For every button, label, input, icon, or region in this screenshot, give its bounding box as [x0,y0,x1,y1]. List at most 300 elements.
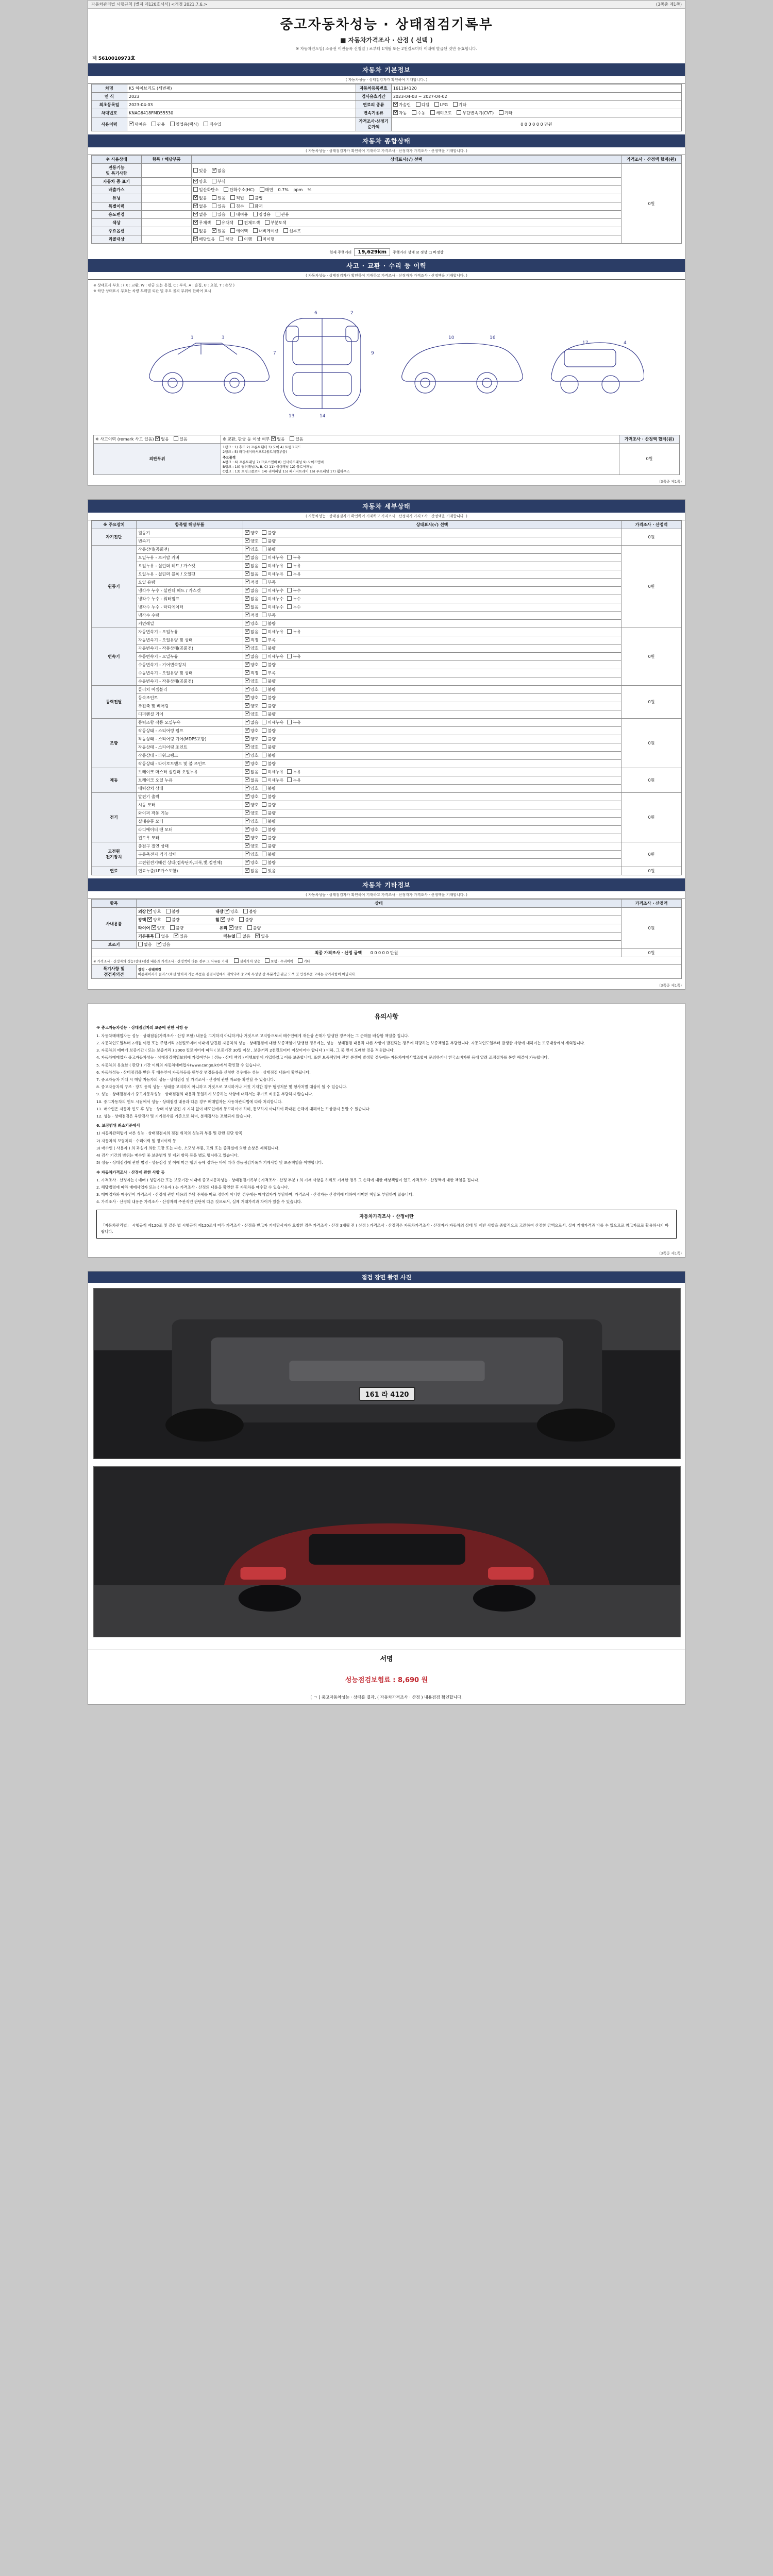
opt-color-partial-paint[interactable]: 부분도색 [265,220,287,226]
opt-manual-none[interactable]: 없음 [237,934,250,939]
table-header-row [92,156,682,164]
table-row [92,211,682,219]
detail-opt-2-6-0[interactable]: 양호 [245,679,258,684]
accident-summary-table [93,435,680,475]
detail-opt-5-0-0[interactable]: 없음 [245,769,258,775]
detail-opt-0-0-0[interactable]: 양호 [245,530,258,536]
detail-opt-4-3-0[interactable]: 양호 [245,744,258,750]
detail-opt-7-1-1[interactable]: 불량 [262,852,275,857]
opt-color-chromatic[interactable]: 유채색 [216,220,233,226]
signature-footer: [ ㄱ ] 중고자동차성능 · 상태를 결과, ( 자동차가격조사 · 산정 ) 내용검검 확인합니다. [310,1694,463,1700]
detail-opt-6-5-0[interactable]: 양호 [245,835,258,841]
opt-wheel-ok[interactable]: 양호 [221,917,234,923]
fuel-option-lpg[interactable]: LPG [434,102,448,107]
detail-opt-2-5-0[interactable]: 적정 [245,670,258,676]
detail-opt-4-3-1[interactable]: 불량 [262,744,275,750]
opt-options-airbag[interactable]: 에어백 [230,228,248,234]
label-transmission: 변속기종류 [356,109,391,117]
other-row-tire [137,924,621,932]
odometer-block [91,246,682,256]
detail-opt-1-6-2[interactable]: 누수 [287,596,300,602]
opt-usechange-yes[interactable]: 있음 [212,212,225,217]
detail-opt-4-5-1[interactable]: 불량 [262,761,275,767]
detail-opt-1-3-0[interactable]: 없음 [245,571,258,577]
opt-recall-yes[interactable]: 해당 [220,236,233,242]
opt-polish-ok[interactable]: 양호 [147,917,161,923]
notice-item2-3: 4. 가격조사 · 산정의 내용은 가격조사 · 산정자의 주관적인 판단에 따른 것으로서, 실제 거래가격과 차이가 있을 수 있습니다. [96,1199,303,1205]
detail-opt-4-1-0[interactable]: 양호 [245,728,258,734]
detail-opt-5-1-0[interactable]: 없음 [245,777,258,783]
final-price-value: 0 0 0 0 0 만원 [370,950,398,955]
opt-emission-hc[interactable]: 탄화수소(HC) [224,187,255,193]
notice-h3: ※ 자동차가격조사 · 산정에 관한 사항 등 [96,1170,165,1175]
usage-option-gov[interactable]: 관용 [152,122,165,127]
notice-item2-2: 3. 매매업자와 매수인이 가격조사 · 산정에 관한 비용의 부담 주체를 따로 정하지 아니한 경우에는 매매업자가 부담하며, 가격조사 · 산정자는 산정액에 대하여 어떠한 책임도 부담하지 않습니다. [96,1192,414,1197]
detail-opt-4-2-0[interactable]: 양호 [245,736,258,742]
detail-state [243,809,621,817]
detail-opt-6-0-0[interactable]: 양호 [245,794,258,800]
detail-state [243,867,621,875]
opt-key-none[interactable]: 없음 [138,942,152,947]
table-row [92,562,682,570]
row-part-blank [142,227,192,235]
detail-opt-6-4-0[interactable]: 양호 [245,827,258,833]
opt-special-none[interactable]: 없음 [193,204,207,209]
detail-opt-6-3-1[interactable]: 불량 [262,819,275,824]
table-row [92,784,682,792]
detail-opt-3-0-0[interactable]: 양호 [245,687,258,692]
detail-part: 자동변속기 - 오일유량 및 상태 [137,636,243,644]
table-row [92,751,682,759]
opt-color-full-paint[interactable]: 전체도색 [238,220,260,226]
detail-opt-7-1-0[interactable]: 양호 [245,852,258,857]
col-detail-price: 가격조사 · 산정액 [621,520,682,529]
opt-manual-yes[interactable]: 있음 [255,934,268,939]
other-label-manual: 매뉴얼 [223,934,236,939]
table-row [92,636,682,644]
opt-recall-not-done[interactable]: 미이행 [257,236,275,242]
opt-motor-yes[interactable]: 있음 [193,168,207,174]
detail-opt-1-1-0[interactable]: 없음 [245,555,258,561]
opt-tuning-none[interactable]: 없음 [193,195,207,201]
opt-options-yes[interactable]: 있음 [212,228,225,234]
overall-price-total: 0원 [621,164,682,244]
opt-tuning-yes[interactable]: 있음 [212,195,225,201]
opt-motor-no[interactable]: 없음 [212,168,225,174]
opt-accident-none[interactable]: 없음 [155,436,169,442]
detail-opt-4-0-2[interactable]: 누유 [287,720,300,725]
detail-opt-2-4-0[interactable]: 양호 [245,662,258,668]
table-row [92,964,682,978]
detail-state [243,759,621,768]
car-diagram-svg [129,298,644,427]
opt-glass-ok[interactable]: 양호 [229,925,242,931]
opt-reason-etc[interactable] [298,958,310,963]
emission-unit-pct: 0.7% [278,188,289,193]
detail-opt-3-2-1[interactable]: 불량 [262,703,275,709]
opt-glass-bad[interactable]: 불량 [247,925,261,931]
opt-emission-co[interactable]: 일산화탄소 [193,187,219,193]
detail-opt-6-4-1[interactable]: 불량 [262,827,275,833]
detail-price-2: 0원 [621,628,682,685]
usage-option-import[interactable]: 직수입 [204,122,221,127]
table-row [92,595,682,603]
transmission-option-manual[interactable]: 수동 [412,110,425,116]
detail-price-4: 0원 [621,718,682,768]
section-accident-title: 사고 · 교환 · 수리 등 이력 [88,259,685,272]
price-definition-box [96,1210,677,1239]
opt-tire-bad[interactable]: 불량 [170,925,183,931]
table-row [92,202,682,211]
fee-block [88,1666,685,1692]
opt-tuning-illegal[interactable]: 불법 [249,195,262,201]
detail-part: 구동축전지 격리 상태 [137,850,243,858]
other-label-interior: 내장 [215,909,224,914]
detail-part: 동력조향 작동 오일누유 [137,718,243,726]
opt-usechange-biz[interactable]: 영업용 [253,212,271,217]
other-row-basic [137,932,621,940]
detail-opt-1-5-2[interactable]: 누수 [287,588,300,594]
detail-opt-1-3-2[interactable]: 누유 [287,571,300,577]
table-row [92,660,682,669]
opt-special-fire[interactable]: 화재 [249,204,262,209]
table-header-row [92,520,682,529]
opt-emission-smoke[interactable]: 매연 [260,187,273,193]
opt-options-sunroof[interactable]: 선루프 [283,228,301,234]
label-usage: 사용이력 [92,117,127,131]
odometer-value: 19,629km [354,248,390,256]
detail-state [243,603,621,611]
detail-opt-4-0-0[interactable]: 없음 [245,720,258,725]
detail-state [243,801,621,809]
opt-tuning-legal[interactable]: 적법 [230,195,244,201]
detail-part: 디퍼렌셜 기어 [137,710,243,718]
detail-opt-1-8-1[interactable]: 부족 [262,613,275,618]
notice-subitem-2: 3) 매수인 ( 사용자 ) 의 과실에 의한 고장 또는 파손, 소모성 부품, 고의 또는 중과실에 의한 손상은 제외됩니다. [96,1145,280,1150]
opt-reason-insurance[interactable] [265,958,293,963]
parts-left-title: 외판부위 [94,443,221,474]
detail-opt-3-2-0[interactable]: 양호 [245,703,258,709]
svg-text:7: 7 [273,350,276,356]
table-row [92,842,682,850]
opt-wheel-bad[interactable]: 불량 [239,917,253,923]
notice-item-11: 12. 성능 · 상태점검은 육안검사 및 기기검사를 기준으로 하며, 분해검사는 포함되지 않습니다. [96,1114,252,1119]
detail-opt-0-1-1[interactable]: 불량 [262,538,275,544]
transmission-option-semi[interactable]: 세미오토 [430,110,452,116]
notice-item-2: 3. 자동차의 매매에 보증기간 ( 또는 보증거리 ) 2000 킬로미터에 따라 ( 보증기간 30일 이상 , 보증거리 2천킬로미터 이상이어야 합니다 ) 이하, 그 중 먼저 도래한 것을 적용합니다. [96,1048,395,1053]
transmission-option-auto[interactable]: 자동 [393,110,407,116]
detail-opt-1-2-2[interactable]: 누유 [287,563,300,569]
svg-text:1: 1 [191,335,194,341]
detail-opt-1-1-1[interactable]: 미세누유 [262,555,283,561]
col-other-state: 상태 [137,899,621,907]
row-state-options [192,227,621,235]
table-row [92,693,682,702]
notice-title: 유의사항 [374,1012,399,1020]
detail-group-1: 원동기 [92,545,137,628]
opt-special-flood[interactable]: 침수 [230,204,244,209]
section-overall-title: 자동차 종합상태 [88,134,685,147]
fuel-option-gasoline[interactable]: 가솔린 [393,102,411,108]
detail-opt-7-2-0[interactable]: 양호 [245,860,258,866]
row-state-recall [192,235,621,244]
detail-opt-1-2-0[interactable]: 없음 [245,563,258,569]
detail-opt-5-1-1[interactable]: 미세누유 [262,777,283,783]
notice-item-7: 8. 중고자동차의 구조 · 장치 등의 성능 · 상태를 고지하지 아니하고 거짓으로 고지하거나 거짓 기재한 경우 행정처분 및 형사처벌 대상이 될 수 있습니다. [96,1084,348,1090]
opt-usechange-gov[interactable]: 관용 [276,212,289,217]
detail-opt-0-0-1[interactable]: 불량 [262,530,275,536]
detail-opt-1-0-1[interactable]: 불량 [262,547,275,552]
detail-opt-5-1-2[interactable]: 누유 [287,777,300,783]
detail-opt-2-0-2[interactable]: 누유 [287,629,300,635]
detail-opt-1-9-1[interactable]: 불량 [262,621,275,626]
detail-opt-5-0-2[interactable]: 누유 [287,769,300,775]
parts-left-1: 1랭크 : 1) 후드 2) 프론트휀더 3) 도어 4) 트렁크리드 [223,445,301,449]
table-row [92,850,682,858]
detail-opt-6-1-1[interactable]: 불량 [262,802,275,808]
photo-section-title: 점검 장면 촬영 사진 [88,1272,685,1283]
notice-h2-label: 6. 보장범위 최소기준에서 [96,1123,140,1128]
opt-special-yes[interactable]: 있음 [212,204,225,209]
opt-options-nav[interactable]: 내비게이션 [253,228,279,234]
photo-rear[interactable] [93,1466,681,1637]
detail-opt-4-4-0[interactable]: 양호 [245,753,258,758]
opt-exterior-bad[interactable]: 불량 [166,909,179,914]
form-reference: 자동차관리법 시행규칙 [별지 제120호서식] <개정 2021.7.6.> [91,2,207,7]
detail-opt-2-0-0[interactable]: 없음 [245,629,258,635]
table-row [92,194,682,202]
fuel-option-diesel[interactable]: 디젤 [416,102,429,108]
row-part-blank [142,164,192,178]
opt-basic-none[interactable]: 없음 [155,934,169,939]
opt-accident-yes[interactable]: 있음 [174,436,187,442]
detail-opt-2-5-1[interactable]: 부족 [262,670,275,676]
detail-opt-2-6-1[interactable]: 불량 [262,679,275,684]
detail-opt-1-1-2[interactable]: 누유 [287,555,300,561]
detail-opt-5-2-0[interactable]: 양호 [245,786,258,791]
table-row [94,435,680,443]
detail-opt-6-0-1[interactable]: 불량 [262,794,275,800]
detail-opt-8-0-1[interactable]: 있음 [262,868,275,874]
detail-state [243,776,621,784]
opt-recall-na[interactable]: 해당없음 [193,236,215,242]
table-row [92,537,682,545]
detail-state [243,677,621,685]
sheet3-footer: (3쪽중 제1쪽) [659,1251,682,1256]
detail-state [243,693,621,702]
detail-opt-1-7-1[interactable]: 미세누수 [262,604,283,610]
detail-opt-1-6-0[interactable]: 없음 [245,596,258,602]
opt-options-none[interactable]: 없음 [193,228,207,234]
row-state-usage-change [192,211,621,219]
section-overall-note: ( 자동차성능 · 상태점검자가 확인하여 기재하고 가격조사 · 산정자가 가격조사 · 산정액을 기재합니다. ) [88,147,685,155]
opt-polish-bad[interactable]: 불량 [166,917,179,923]
col-other-price: 가격조사 · 산정액 [621,899,682,907]
detail-opt-8-0-0[interactable]: 없음 [245,868,258,874]
opt-reason-value-up-label: 실제가치 상승 [240,959,261,963]
svg-text:13: 13 [289,413,295,419]
detail-opt-2-2-0[interactable]: 양호 [245,646,258,651]
table-row [92,164,682,178]
detail-opt-3-3-1[interactable]: 불량 [262,711,275,717]
detail-opt-2-3-2[interactable]: 누유 [287,654,300,659]
col-price-total: 가격조사 · 산정액 합계(원) [621,156,682,164]
detail-state [243,825,621,834]
opt-vinmark-corrosion[interactable]: 부식 [212,179,225,184]
col-usage-state: ※ 사용상태 [92,156,142,164]
detail-opt-1-8-0[interactable]: 적정 [245,613,258,618]
basic-info-table [91,84,682,131]
detail-opt-7-0-0[interactable]: 양호 [245,843,258,849]
opt-interior-bad[interactable]: 불량 [243,909,257,914]
page-indicator: (3쪽중 제1쪽) [656,2,682,7]
accident-legend-1: ※ 상태표시 부호 : ( X : 교환, W : 판금 또는 용접, C : 부식, A : 흠집, U : 요철, T : 손상 ) [93,283,235,288]
detail-part: 자동변속기 - 작동상태(공회전) [137,644,243,652]
detail-state [243,595,621,603]
detail-opt-1-3-1[interactable]: 미세누유 [262,571,283,577]
usage-option-rental[interactable]: 대여용 [129,122,146,127]
detail-part: 작동상태 - 스티어링 조인트 [137,743,243,751]
photo-underbody[interactable] [93,1288,681,1459]
detail-opt-6-3-0[interactable]: 양호 [245,819,258,824]
detail-opt-2-1-1[interactable]: 부족 [262,637,275,643]
opt-interior-ok[interactable]: 양호 [225,909,238,914]
notice-item2-0: 1. 가격조사 · 산정자는 ( 매매 ) 성립기간 또는 보증기간 이내에 중고자동차성능 · 상태점검기록부 ( 가격조사 · 산정 부분 ) 의 기재 사항을 허위로 기재한 경우 그 손해에 대한 배상책임이 있고 가격조사 · 산정액에 대한 책임을 집니다. [96,1177,480,1182]
other-label-polish: 광택 [138,917,146,922]
detail-opt-2-4-1[interactable]: 불량 [262,662,275,668]
detail-opt-1-4-1[interactable]: 부족 [262,580,275,585]
detail-opt-2-1-0[interactable]: 적정 [245,637,258,643]
table-row [92,603,682,611]
detail-opt-3-0-1[interactable]: 불량 [262,687,275,692]
table-row [92,702,682,710]
detail-opt-4-2-1[interactable]: 불량 [262,736,275,742]
detail-state [243,842,621,850]
detail-opt-1-5-0[interactable]: 없음 [245,588,258,594]
row-state-emission [192,186,621,194]
opt-simple-none[interactable]: 없음 [271,436,284,442]
svg-text:9: 9 [371,350,374,356]
usage-option-taxi[interactable]: 영업용(택시) [170,122,199,127]
detail-state [243,562,621,570]
notice-sub-list [96,1130,677,1166]
detail-opt-1-5-1[interactable]: 미세누수 [262,588,283,594]
detail-state [243,669,621,677]
other-label-wheel: 휠 [215,917,220,922]
detail-opt-3-3-0[interactable]: 양호 [245,711,258,717]
detail-opt-1-0-0[interactable]: 양호 [245,547,258,552]
table-row [94,443,680,474]
detail-opt-4-5-0[interactable]: 양호 [245,761,258,767]
detail-state [243,537,621,545]
detail-opt-0-1-0[interactable]: 양호 [245,538,258,544]
opt-key-yes[interactable]: 있음 [157,942,170,947]
detail-state [243,628,621,636]
opt-tire-ok[interactable]: 양호 [152,925,165,931]
detail-opt-2-3-1[interactable]: 미세누유 [262,654,283,659]
section-other-note: ( 자동차성능 · 상태점검자가 확인하여 기재하고 가격조사 · 산정자가 가격조사 · 산정액을 기재합니다. ) [88,891,685,899]
table-row [92,776,682,784]
other-label-basic: 기본품목 [138,934,154,939]
opt-vinmark-ok[interactable]: 양호 [193,179,207,184]
detail-price-6: 0원 [621,792,682,842]
detail-opt-6-2-0[interactable]: 양호 [245,810,258,816]
svg-text:6: 6 [314,310,317,316]
detail-price-3: 0원 [621,685,682,718]
detail-opt-1-2-1[interactable]: 미세누유 [262,563,283,569]
detail-group-2: 변속기 [92,628,137,685]
detail-part: 수동변속기 - 기어변속장치 [137,660,243,669]
detail-opt-7-2-1[interactable]: 불량 [262,860,275,866]
detail-part: 냉각수 누수 - 워터펌프 [137,595,243,603]
fuel-option-etc[interactable]: 기타 [453,102,466,108]
opt-reason-value-up[interactable] [234,958,260,963]
detail-opt-6-2-1[interactable]: 불량 [262,810,275,816]
detail-group-6: 전기 [92,792,137,842]
detail-opt-1-7-2[interactable]: 누수 [287,604,300,610]
opt-exterior-ok[interactable]: 양호 [147,909,161,914]
opt-usechange-rental[interactable]: 대여용 [230,212,248,217]
other-label-glass: 유리 [219,925,228,930]
detail-group-7: 고전원 전기장치 [92,842,137,867]
detail-part: 와이퍼 작동 기능 [137,809,243,817]
detail-opt-4-1-1[interactable]: 불량 [262,728,275,734]
transmission-option-etc[interactable]: 기타 [499,110,512,116]
detail-opt-1-4-0[interactable]: 적정 [245,580,258,585]
detail-opt-4-4-1[interactable]: 불량 [262,753,275,758]
detail-opt-1-6-1[interactable]: 미세누수 [262,596,283,602]
notice-item-1: 2. 자동차인도일부터 2개월 이전 또는 주행거리 2천킬로미터 이내에 발견된 자동차의 성능 · 상태점검에 대한 보증책임이 발생한 경우에는, 성능 · 상태점검 내용과 다른 사항이 발견되는 경우에 해당하는 보증책임을 부담합니다. 자동차인도일부터 발생한 사항에 대하여는 보증대상에서 제외됩니다. [96,1040,585,1045]
table-row [92,529,682,537]
opt-reason-insurance-label: 보험 · 수리이력 [271,959,294,963]
detail-opt-3-1-0[interactable]: 양호 [245,695,258,701]
detail-state [243,636,621,644]
opt-simple-yes[interactable]: 있음 [290,436,303,442]
value-year: 2023 [127,93,356,101]
detail-opt-2-3-0[interactable]: 없음 [245,654,258,659]
section-accident-note: ( 자동차성능 · 상태점검자가 확인하여 기재하고 가격조사 · 산정자가 가격조사 · 산정액을 기재합니다. ) [88,272,685,280]
detail-price-8: 0원 [621,867,682,875]
detail-opt-2-0-1[interactable]: 미세누유 [262,629,283,635]
other-row-spare-key [137,940,621,948]
opt-basic-yes[interactable]: 있음 [174,934,187,939]
opt-recall-done[interactable]: 이행 [238,236,251,242]
table-row [92,628,682,636]
table-row [92,644,682,652]
detail-part: 오일누유 - 실린더 헤드 / 가스켓 [137,562,243,570]
table-row [92,907,682,916]
detail-opt-2-2-1[interactable]: 불량 [262,646,275,651]
row-label-color: 색상 [92,219,142,227]
transmission-option-cvt[interactable]: 무단변속기(CVT) [457,110,494,116]
detail-opt-1-9-0[interactable]: 양호 [245,621,258,626]
opt-usechange-none[interactable]: 없음 [193,212,207,217]
opt-color-achromatic[interactable]: 무채색 [193,220,211,226]
detail-opt-6-5-1[interactable]: 불량 [262,835,275,841]
detail-price-7: 0원 [621,842,682,867]
detail-opt-5-2-1[interactable]: 불량 [262,786,275,791]
memo-label: 특기사항 및 점검자의견 [92,964,137,978]
section-other-title: 자동차 기타정보 [88,878,685,891]
detail-opt-4-0-1[interactable]: 미세누유 [262,720,283,725]
detail-opt-1-7-0[interactable]: 없음 [245,604,258,610]
detail-opt-5-0-1[interactable]: 미세누유 [262,769,283,775]
detail-opt-6-1-0[interactable]: 양호 [245,802,258,808]
detail-opt-7-0-1[interactable]: 불량 [262,843,275,849]
sheet1-footer: (3쪽중 제1쪽) [659,479,682,484]
detail-part: 오일누유 - 로커암 커버 [137,553,243,562]
detail-opt-3-1-1[interactable]: 불량 [262,695,275,701]
